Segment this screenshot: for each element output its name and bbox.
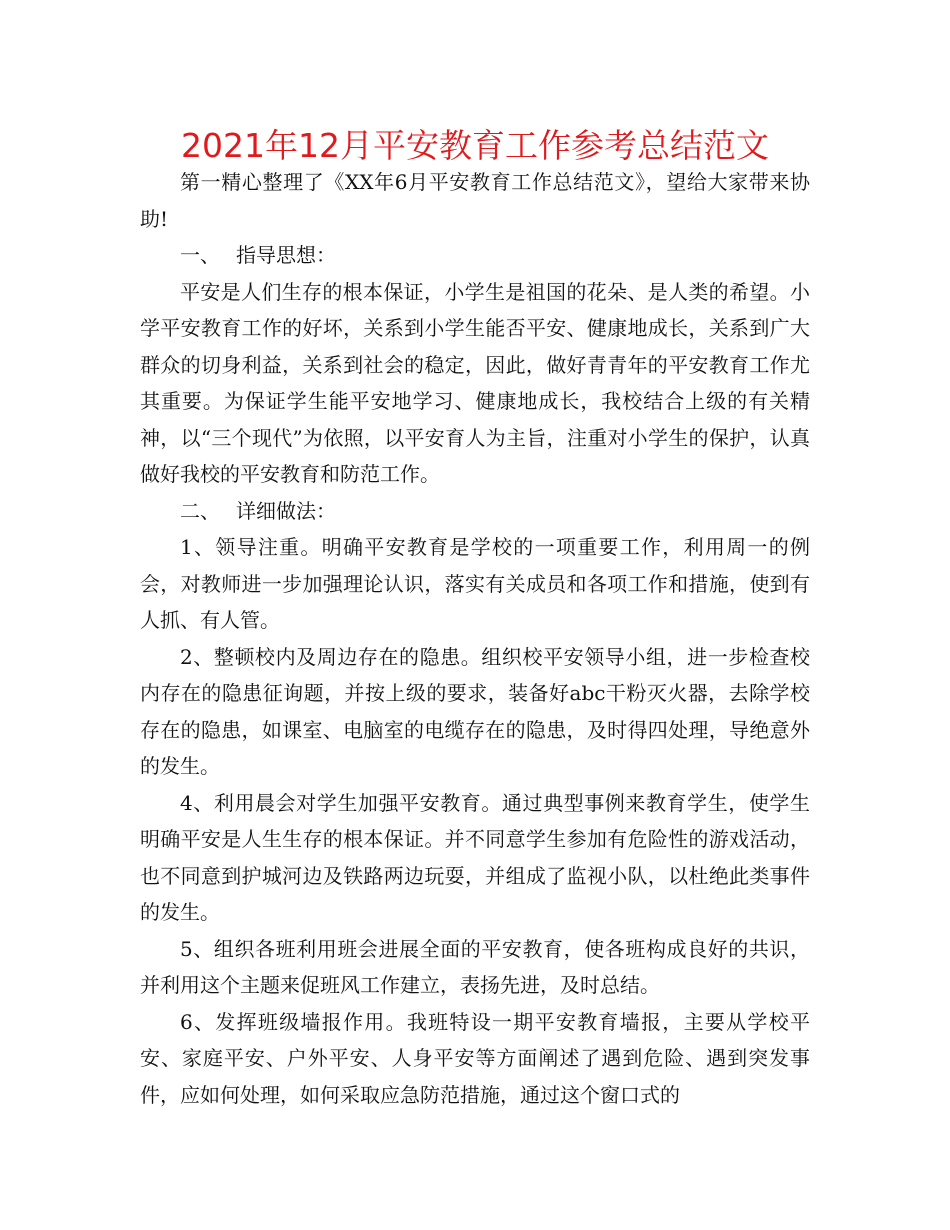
section-number: 一、 bbox=[180, 243, 220, 267]
section-number: 二、 bbox=[180, 498, 220, 523]
method-item-5: 5、组织各班利用班会进展全面的平安教育，使各班构成良好的共识，并利用这个主题来促班风工作建立，表扬先进，及时总结。 bbox=[140, 936, 810, 997]
document-title: 2021年12月平安教育工作参考总结范文 bbox=[181, 126, 769, 165]
method-item-6: 6、发挥班级墙报作用。我班特设一期平安教育墙报，主要从学校平安、家庭平安、户外平安、人身平安等方面阐述了遇到危险、遇到突发事件，应如何处理，如何采取应急防范措施，通过这个窗口式的 bbox=[140, 1009, 810, 1107]
guiding-thought-paragraph: 平安是人们生存的根本保证，小学生是祖国的花朵、是人类的希望。小学平安教育工作的好坏，关系到小学生能否平安、健康地成长，关系到广大群众的切身利益，关系到社会的稳定，因此，做好青青年的平安教育工作尤其重要。为保证学生能平安地学习、健康地成长，我校结合上级的有关精神，以“三个现代”为依照，以平安育人为主旨，注重对小学生的保护，认真做好我校的平安教育和防范工作。 bbox=[140, 279, 810, 486]
method-item-4: 4、利用晨会对学生加强平安教育。通过典型事例来教育学生，使学生明确平安是人生生存的根本保证。并不同意学生参加有危险性的游戏活动，也不同意到护城河边及铁路两边玩耍，并组成了监视小队，以杜绝此类事件的发生。 bbox=[140, 790, 810, 924]
method-item-1: 1、领导注重。明确平安教育是学校的一项重要工作，利用周一的例会，对教师进一步加强理论认识，落实有关成员和各项工作和措施，使到有人抓、有人管。 bbox=[140, 535, 810, 632]
section-heading-text: 详细做法： bbox=[236, 498, 336, 523]
section-heading-detailed-methods bbox=[140, 493, 810, 530]
section-heading-guiding-thought bbox=[140, 237, 810, 274]
document-body bbox=[140, 164, 810, 1113]
method-item-2: 2、整顿校内及周边存在的隐患。组织校平安领导小组，进一步检查校内存在的隐患征询题，并按上级的要求，装备好abc干粉灭火器，去除学校存在的隐患，如课室、电脑室的电缆存在的隐患，及时得四处理，导绝意外的发生。 bbox=[140, 644, 810, 778]
intro-paragraph: 第一精心整理了《XX年6月平安教育工作总结范文》，望给大家带来协助! bbox=[140, 170, 810, 231]
section-heading-text: 指导思想： bbox=[236, 243, 336, 267]
